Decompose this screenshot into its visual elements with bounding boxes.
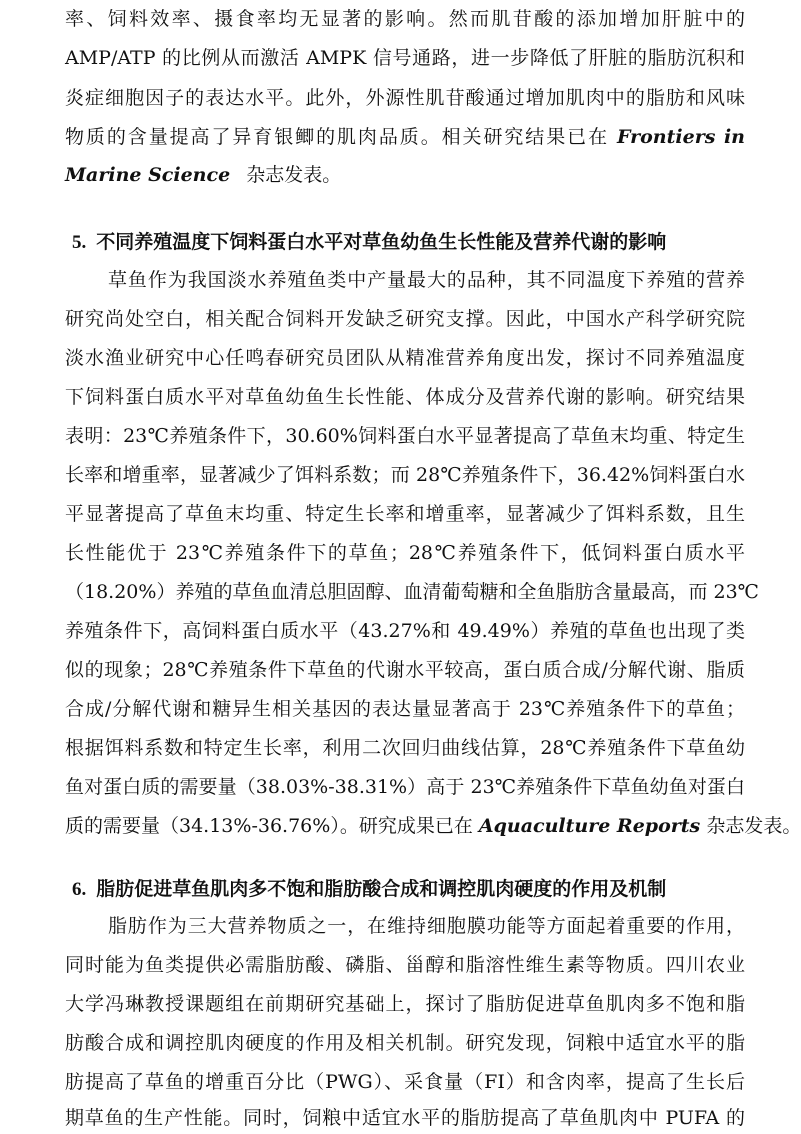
text-segment: 杂志发表。 xyxy=(706,815,801,837)
text-line: 表明：23℃养殖条件下，30.60%饲料蛋白水平显著提高了草鱼末均重、特定生 xyxy=(65,425,745,447)
text-line: 肪提高了草鱼的增重百分比（PWG）、采食量（FI）和含肉率，提高了生长后 xyxy=(65,1071,745,1093)
text-line: 鱼对蛋白质的需要量（38.03%-38.31%）高于 23℃养殖条件下草鱼幼鱼对蛋白 xyxy=(65,776,745,798)
text-line xyxy=(65,124,745,150)
text-line: 同时能为鱼类提供必需脂肪酸、磷脂、甾醇和脂溶性维生素等物质。四川农业 xyxy=(65,954,745,976)
text-line: 长性能优于 23℃养殖条件下的草鱼；28℃养殖条件下，低饲料蛋白质水平 xyxy=(65,542,745,564)
text-segment: 杂志发表。 xyxy=(246,164,342,186)
text-line: 长率和增重率，显著减少了饵料系数；而 28℃养殖条件下，36.42%饲料蛋白水 xyxy=(65,464,745,486)
text-line: 大学冯琳教授课题组在前期研究基础上，探讨了脂肪促进草鱼肌肉多不饱和脂 xyxy=(65,993,745,1015)
text-line: 脂肪作为三大营养物质之一，在维持细胞膜功能等方面起着重要的作用， xyxy=(108,915,745,937)
text-line: （18.20%）养殖的草鱼血清总胆固醇、血清葡萄糖和全鱼脂肪含量最高，而 23℃ xyxy=(65,581,759,603)
text-line: 炎症细胞因子的表达水平。此外，外源性肌苷酸通过增加肌肉中的脂肪和风味 xyxy=(65,87,745,109)
text-line: 期草鱼的生产性能。同时，饲粮中适宜水平的脂肪提高了草鱼肌肉中 PUFA 的 xyxy=(65,1107,745,1129)
text-line xyxy=(65,813,801,839)
journal-name: Frontiers in xyxy=(616,126,745,148)
text-line: 养殖条件下，高饲料蛋白质水平（43.27%和 49.49%）养殖的草鱼也出现了类 xyxy=(65,620,745,642)
text-line xyxy=(65,162,745,188)
section-number: 5. xyxy=(72,232,87,253)
text-line: 下饲料蛋白质水平对草鱼幼鱼生长性能、体成分及营养代谢的影响。研究结果 xyxy=(65,386,745,408)
section-heading xyxy=(72,229,752,255)
text-line: 根据饵料系数和特定生长率，利用二次回归曲线估算，28℃养殖条件下草鱼幼 xyxy=(65,737,745,759)
text-line: 肪酸合成和调控肌肉硬度的作用及相关机制。研究发现，饲粮中适宜水平的脂 xyxy=(65,1032,745,1054)
text-line: 合成/分解代谢和糖异生相关基因的表达量显著高于 23℃养殖条件下的草鱼； xyxy=(65,698,745,720)
journal-name: Aquaculture Reports xyxy=(478,815,701,837)
text-line: 研究尚处空白，相关配合饲料开发缺乏研究支撑。因此，中国水产科学研究院 xyxy=(65,308,745,330)
text-line: 平显著提高了草鱼末均重、特定生长率和增重率，显著减少了饵料系数，且生 xyxy=(65,503,745,525)
text-line: 率、饲料效率、摄食率均无显著的影响。然而肌苷酸的添加增加肝脏中的 xyxy=(65,8,745,30)
section-heading xyxy=(72,876,752,902)
text-line: AMP/ATP 的比例从而激活 AMPK 信号通路，进一步降低了肝脏的脂肪沉积和 xyxy=(65,47,745,69)
text-line: 淡水渔业研究中心任鸣春研究员团队从精准营养角度出发，探讨不同养殖温度 xyxy=(65,347,745,369)
text-line: 草鱼作为我国淡水养殖鱼类中产量最大的品种，其不同温度下养殖的营养 xyxy=(108,269,745,291)
section-title: 脂肪促进草鱼肌肉多不饱和脂肪酸合成和调控肌肉硬度的作用及机制 xyxy=(96,878,667,900)
text-segment: 物质的含量提高了异育银鲫的肌肉品质。相关研究结果已在 xyxy=(65,126,609,148)
journal-name: Marine Science xyxy=(65,164,231,186)
section-title: 不同养殖温度下饲料蛋白水平对草鱼幼鱼生长性能及营养代谢的影响 xyxy=(96,231,667,253)
section-number: 6. xyxy=(72,879,87,900)
text-segment: 质的需要量（34.13%-36.76%）。研究成果已在 xyxy=(65,815,473,837)
text-line: 似的现象；28℃养殖条件下草鱼的代谢水平较高，蛋白质合成/分解代谢、脂质 xyxy=(65,659,745,681)
